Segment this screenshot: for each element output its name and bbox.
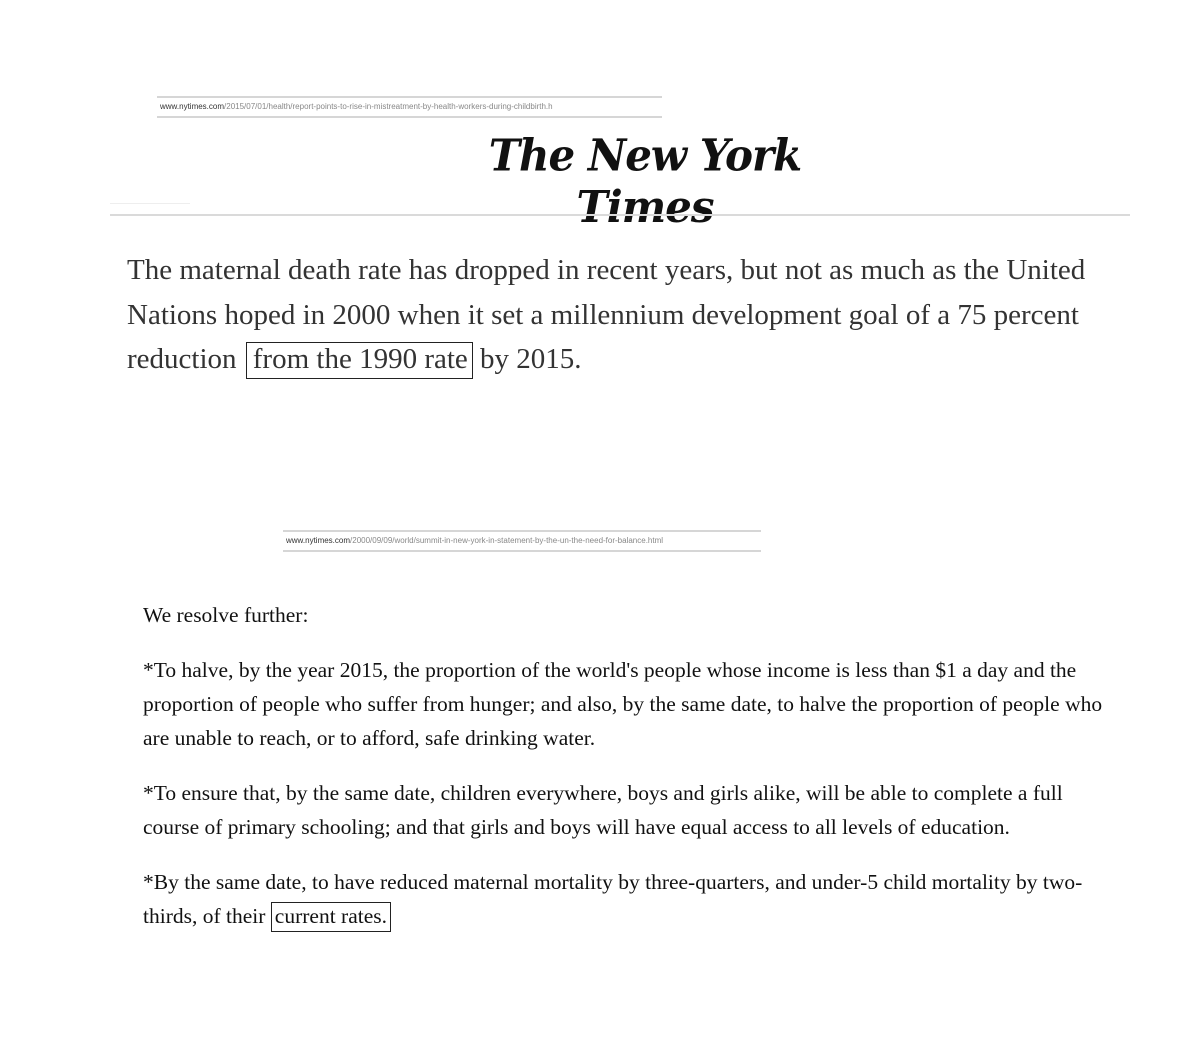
masthead-fade-line [110, 203, 190, 204]
resolution-item-mortality-text: *By the same date, to have reduced maternal mortality by three-quarters, and under-5 child mortality by two-thirds, of their [143, 870, 1083, 928]
resolution-item-mortality [143, 865, 1103, 933]
highlight-box-1990-rate: from the 1990 rate [246, 342, 473, 379]
highlight-box-current-rates: current rates. [271, 902, 391, 932]
resolution-item-education: *To ensure that, by the same date, children everywhere, boys and girls alike, will be able to complete a full course of primary schooling; and that girls and boys will have equal access to all levels of education. [143, 781, 1063, 839]
article-text-before: The maternal death rate has dropped in recent years, but not as much as the United Nations hoped in 2000 when it set a millennium development goal of a 75 percent reduction [127, 254, 1086, 375]
resolution-intro: We resolve further: [143, 603, 309, 627]
url-domain: www.nytimes.com [160, 102, 225, 111]
url-domain: www.nytimes.com [286, 536, 351, 545]
url-path: /2015/07/01/health/report-points-to-rise-in-mistreatment-by-health-workers-during-childbirth.h [224, 102, 553, 111]
masthead-divider [110, 214, 1130, 216]
article-text-after: by 2015. [480, 343, 582, 375]
article-paragraph [127, 248, 1137, 382]
nyt-masthead-logo: The New York Times [488, 129, 802, 233]
url-bar-bottom [283, 530, 761, 552]
url-bar-top [157, 96, 662, 118]
resolution-item-poverty: *To halve, by the year 2015, the proportion of the world's people whose income is less than $1 a day and the proportion of people who suffer from hunger; and also, by the same date, to halve the proportion of people who are unable to reach, or to afford, safe drinking water. [143, 658, 1103, 750]
resolution-excerpt [143, 598, 1103, 954]
url-path: /2000/09/09/world/summit-in-new-york-in-statement-by-the-un-the-need-for-balance.html [350, 536, 664, 545]
